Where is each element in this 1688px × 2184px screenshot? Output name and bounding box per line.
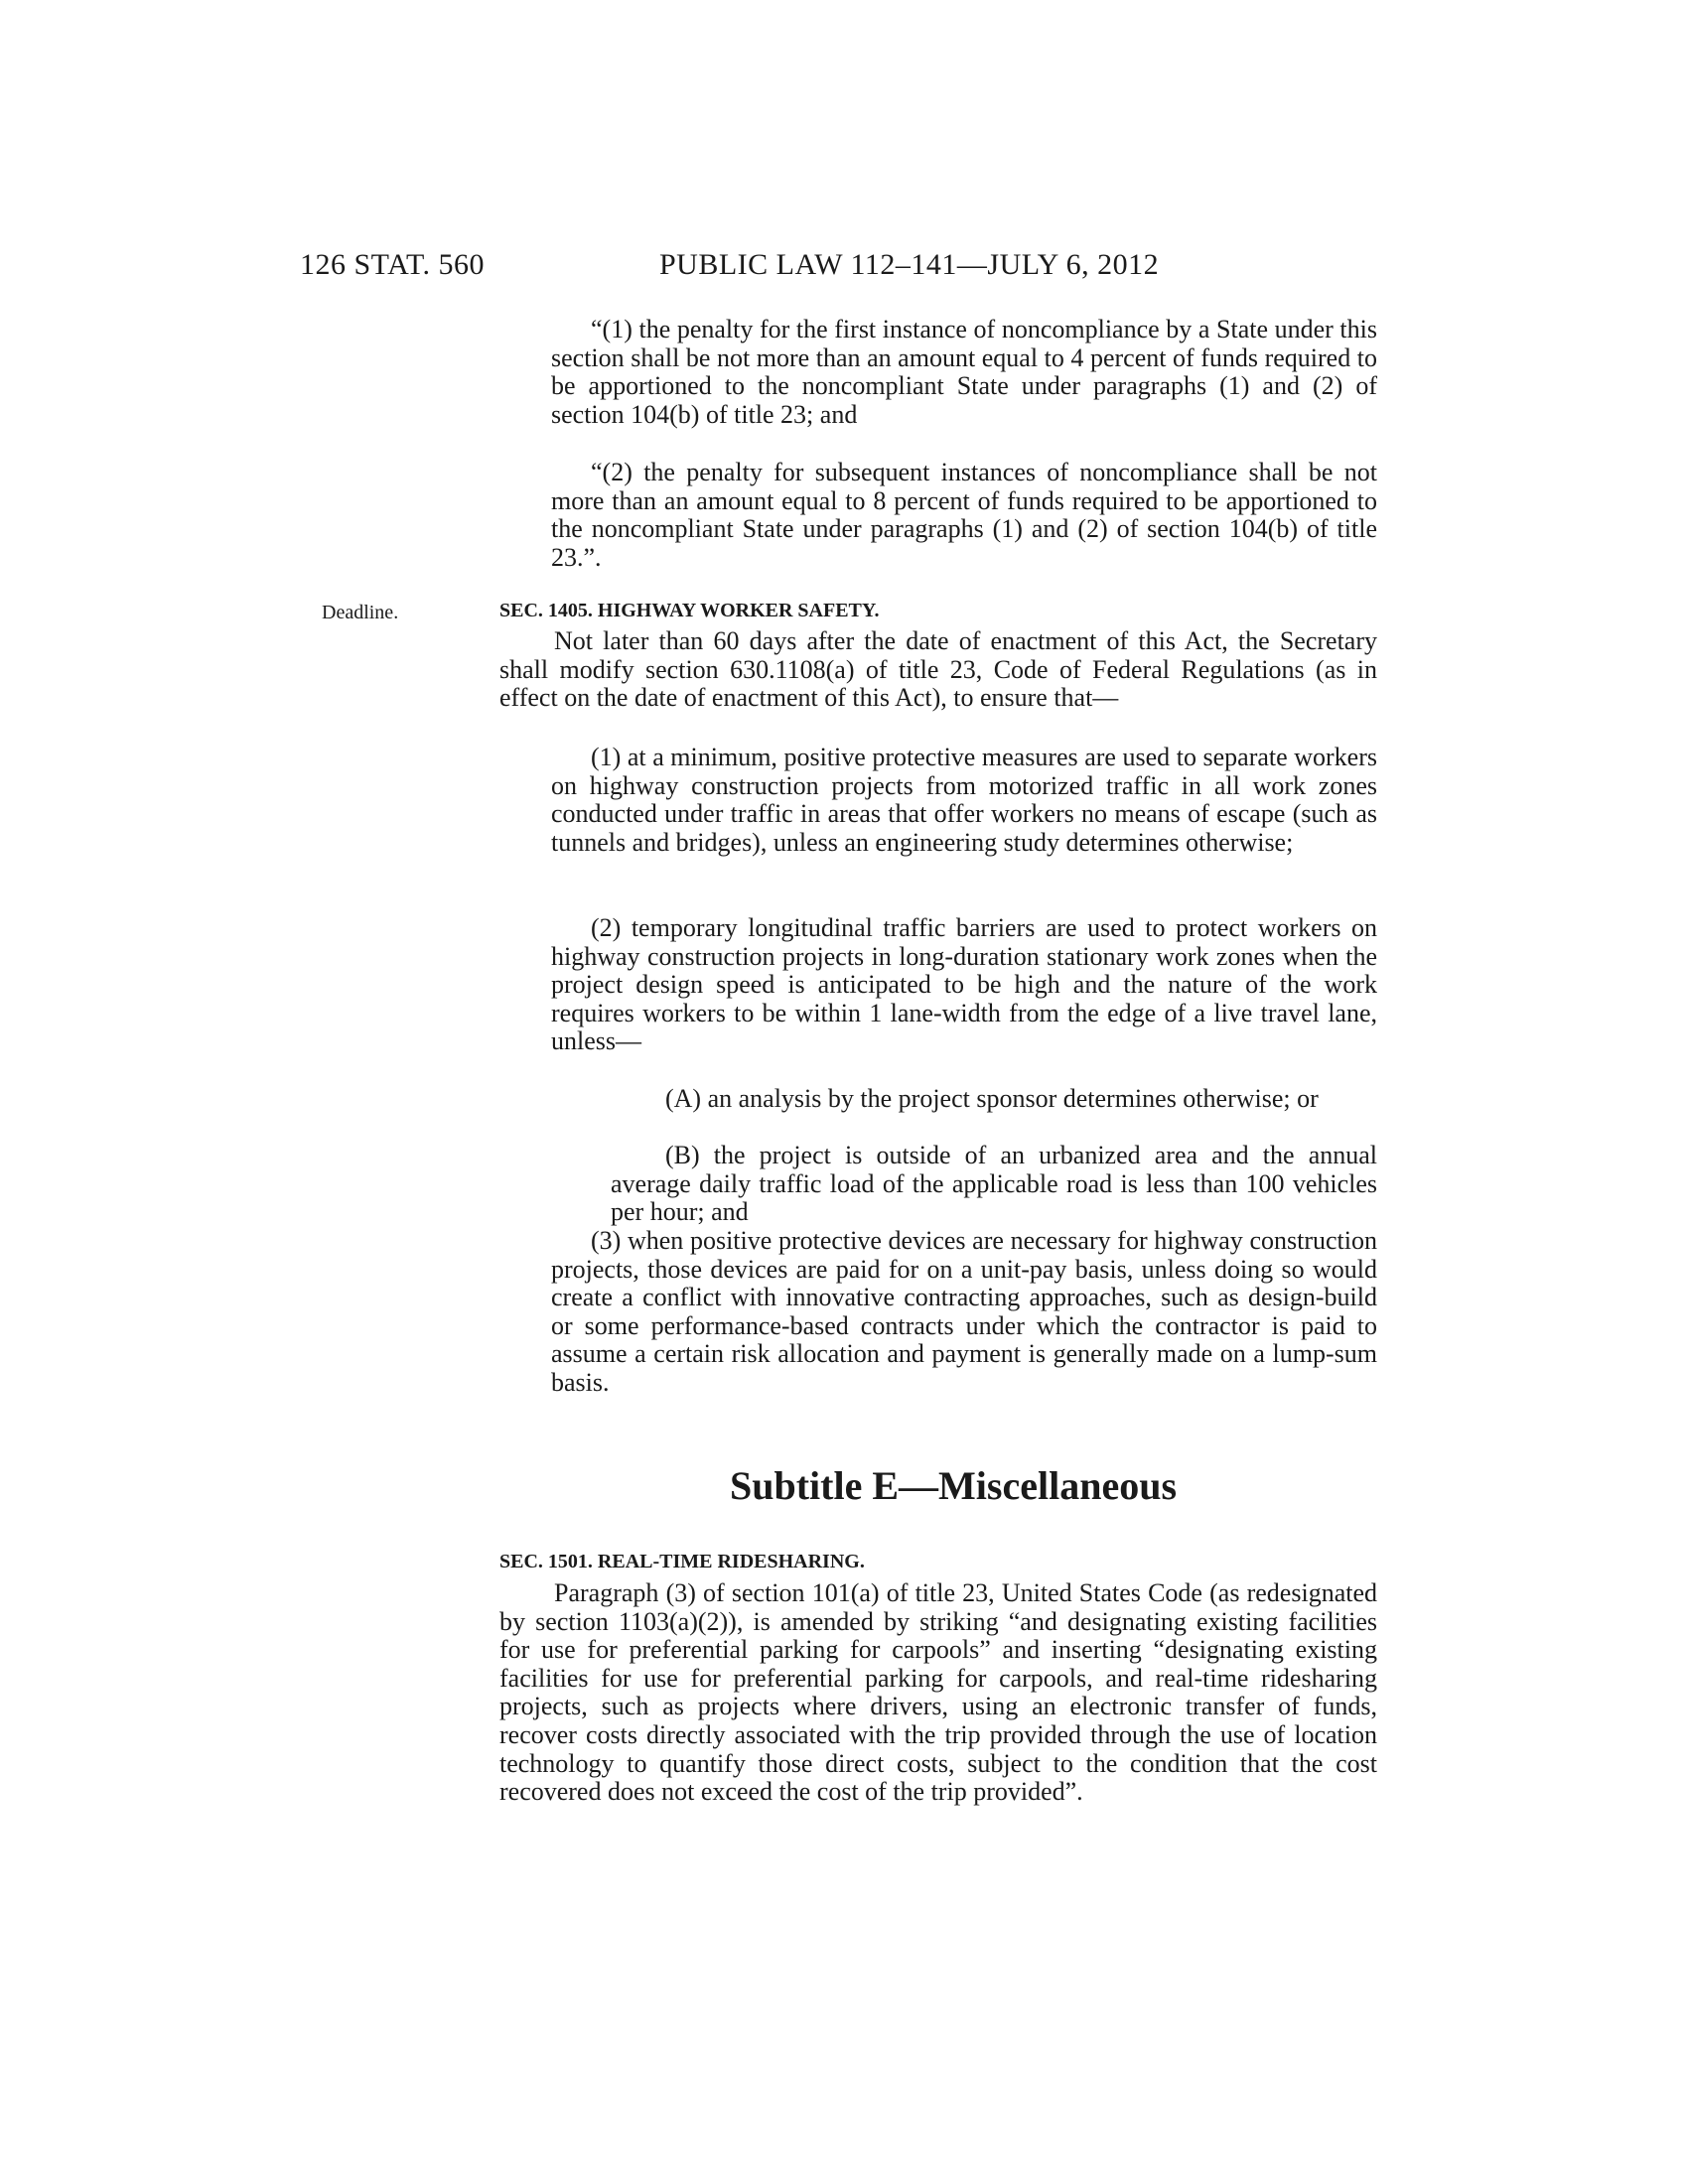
- stat-reference: 126 STAT. 560: [300, 248, 486, 281]
- penalty-paragraph-1: “(1) the penalty for the first instance of noncompliance by a State under this section shall be not more than an amount equal to 4 percent of funds required to be apportioned to the noncompliant State under paragraphs (1) and (2) of section 104(b) of title 23; and: [551, 315, 1377, 429]
- section-1405-item-3: (3) when positive protective devices are necessary for highway construction projects, those devices are paid for on a unit-pay basis, unless doing so would create a conflict with innovative contracting approaches, such as design-build or some performance-based contracts under which the contractor is paid to assume a certain risk allocation and payment is generally made on a lump-sum basis.: [551, 1226, 1377, 1397]
- margin-note-deadline: Deadline.: [322, 602, 399, 623]
- penalty-paragraph-2: “(2) the penalty for subsequent instances of noncompliance shall be not more than an amount equal to 8 percent of funds required to be apportioned to the noncompliant State under paragraphs (1) and (2) of section 104(b) of title 23.”.: [551, 458, 1377, 572]
- section-1405-item-2: (2) temporary longitudinal traffic barriers are used to protect workers on highway construction projects in long-duration stationary work zones when the project design speed is anticipated to be high and the nature of the work requires workers to be within 1 lane-width from the edge of a live travel lane, unless—: [551, 913, 1377, 1056]
- law-title: PUBLIC LAW 112–141—JULY 6, 2012: [659, 248, 1160, 281]
- section-1405-item-1: (1) at a minimum, positive protective measures are used to separate workers on highway construction projects from motorized traffic in all work zones conducted under traffic in areas that offer workers no means of escape (such as tunnels and bridges), unless an engineering study determines otherwise;: [551, 743, 1377, 857]
- section-1501-heading: SEC. 1501. REAL-TIME RIDESHARING.: [499, 1551, 865, 1572]
- section-1405-intro: Not later than 60 days after the date of enactment of this Act, the Secretary shall modify section 630.1108(a) of title 23, Code of Federal Regulations (as in effect on the date of enactment of this Act), to ensure that—: [499, 626, 1377, 713]
- subtitle-heading: Subtitle E—Miscellaneous: [729, 1463, 1178, 1508]
- section-1501-body: Paragraph (3) of section 101(a) of title 23, United States Code (as redesignated by section 1103(a)(2)), is amended by striking “and designating existing facilities for use for preferential parking for carpools” and inserting “designating existing facilities for use for preferential parking for carpools, and real-time ridesharing projects, such as projects where drivers, using an electronic transfer of funds, recover costs directly associated with the trip provided through the use of location technology to quantify those direct costs, subject to the condition that the cost recovered does not exceed the cost of the trip provided”.: [499, 1578, 1377, 1807]
- section-1405-sub-a: (A) an analysis by the project sponsor determines otherwise; or: [665, 1084, 1319, 1113]
- section-1405-sub-b: (B) the project is outside of an urbanized area and the annual average daily traffic load of the applicable road is less than 100 vehicles per hour; and: [611, 1141, 1377, 1227]
- section-1405-heading: SEC. 1405. HIGHWAY WORKER SAFETY.: [499, 600, 880, 621]
